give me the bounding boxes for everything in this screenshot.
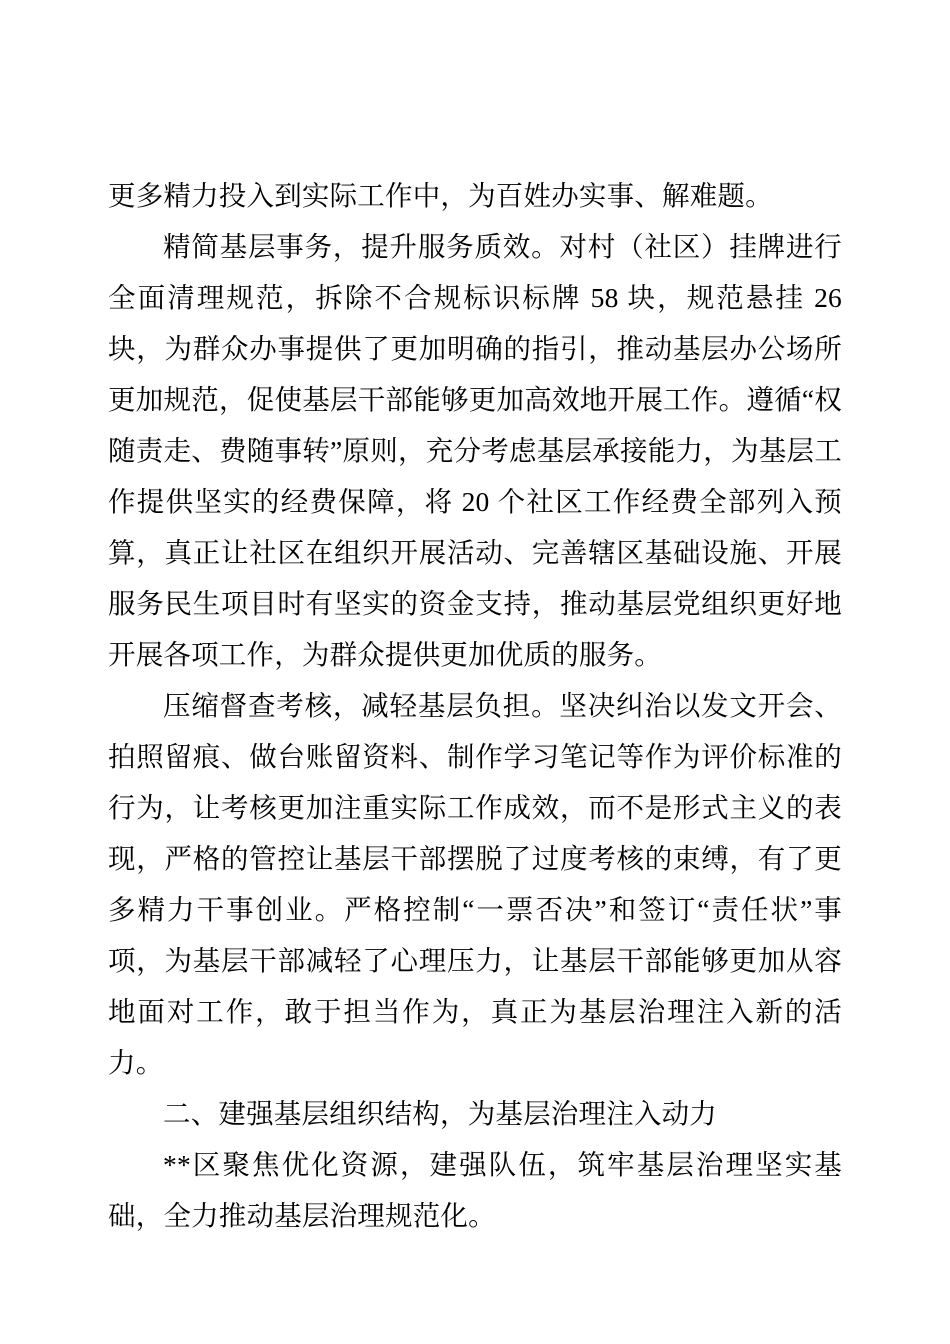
paragraph-5: **区聚焦优化资源，建强队伍，筑牢基层治理坚实基础，全力推动基层治理规范化。 — [108, 1149, 842, 1231]
section-heading-2: 二、建强基层组织结构，为基层治理注入动力 — [163, 1098, 717, 1129]
paragraph-2: 精简基层事务，提升服务质效。对村（社区）挂牌进行全面清理规范，拆除不合规标识标牌 58 块，规范悬挂 26 块，为群众办事提供了更加明确的指引，推动基层办公场所更加规范，促使基层干部能够更加高效地开展工作。遵循“权随责走、费随事转”原则，充分考虑基层承接能力，为基层工作提供坚实的经费保障，将 20 个社区工作经费全部列入预算，真正让社区在组织开展活动、完善辖区基础设施、开展服务民生项目时有坚实的资金支持，推动基层党组织更好地开展各项工作，为群众提供更加优质的服务。 — [108, 231, 842, 670]
document-body — [108, 170, 842, 1241]
paragraph-1: 更多精力投入到实际工作中，为百姓办实事、解难题。 — [108, 180, 773, 211]
paragraph-3: 压缩督查考核，减轻基层负担。坚决纠治以发文开会、拍照留痕、做台账留资料、制作学习笔记等作为评价标准的行为，让考核更加注重实际工作成效，而不是形式主义的表现，严格的管控让基层干部摆脱了过度考核的束缚，有了更多精力干事创业。严格控制“一票否决”和签订“责任状”事项，为基层干部减轻了心理压力，让基层干部能够更加从容地面对工作，敢于担当作为，真正为基层治理注入新的活力。 — [108, 690, 842, 1078]
